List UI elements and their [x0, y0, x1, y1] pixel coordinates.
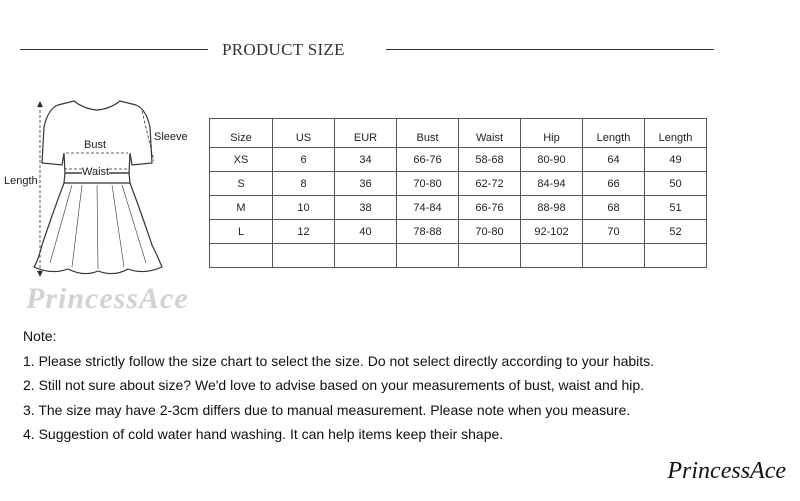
table-cell: 80-90	[521, 148, 583, 172]
table-header-cell: Length	[583, 119, 645, 148]
table-cell: 52	[645, 220, 707, 244]
table-row	[210, 244, 707, 268]
page-title: PRODUCT SIZE	[222, 40, 345, 59]
table-cell: 12	[273, 220, 335, 244]
table-header-cell: Bust	[397, 119, 459, 148]
brand-logo: PrincessAce	[667, 458, 786, 484]
table-cell: 50	[645, 172, 707, 196]
size-table	[209, 118, 707, 268]
note-item: 3. The size may have 2-3cm differs due to manual measurement. Please note when you measure.	[23, 401, 631, 418]
table-cell	[335, 244, 397, 268]
table-cell: 8	[273, 172, 335, 196]
table-cell	[521, 244, 583, 268]
note-item: 2. Still not sure about size? We'd love to advise based on your measurements of bust, waist and hip.	[23, 377, 645, 393]
table-cell: 70	[583, 220, 645, 244]
table-row	[210, 148, 707, 172]
table-cell	[210, 244, 273, 268]
table-cell: 66-76	[397, 148, 459, 172]
bust-label: Bust	[84, 139, 107, 151]
table-cell	[273, 244, 335, 268]
table-cell: L	[210, 220, 273, 244]
watermark: PrincessAce	[26, 282, 189, 315]
table-cell: S	[210, 172, 273, 196]
table-cell: 38	[335, 196, 397, 220]
table-cell: XS	[210, 148, 273, 172]
table-cell: 36	[335, 172, 397, 196]
header-line-left	[20, 49, 208, 50]
table-cell: 64	[583, 148, 645, 172]
notes-section	[23, 324, 654, 447]
table-cell: 88-98	[521, 196, 583, 220]
table-cell: 58-68	[459, 148, 521, 172]
table-cell	[459, 244, 521, 268]
table-cell	[397, 244, 459, 268]
table-header-cell: US	[273, 119, 335, 148]
header-line-right	[386, 49, 714, 50]
table-cell: 92-102	[521, 220, 583, 244]
table-row	[210, 220, 707, 244]
table-header-cell: Length	[645, 119, 707, 148]
table-cell: 78-88	[397, 220, 459, 244]
table-cell: 6	[273, 148, 335, 172]
dress-measurement-diagram	[4, 95, 212, 295]
table-cell: 62-72	[459, 172, 521, 196]
table-row	[210, 172, 707, 196]
table-row	[210, 196, 707, 220]
table-cell: 84-94	[521, 172, 583, 196]
table-cell: 34	[335, 148, 397, 172]
table-cell: 40	[335, 220, 397, 244]
table-cell: 70-80	[459, 220, 521, 244]
length-label: Length	[4, 175, 38, 187]
table-cell: 70-80	[397, 172, 459, 196]
table-header-cell: Waist	[459, 119, 521, 148]
table-header-cell: Size	[210, 119, 273, 148]
table-cell	[583, 244, 645, 268]
table-cell	[645, 244, 707, 268]
table-cell: 10	[273, 196, 335, 220]
table-header-cell: Hip	[521, 119, 583, 148]
table-header-cell: EUR	[335, 119, 397, 148]
table-cell: M	[210, 196, 273, 220]
table-cell: 66	[583, 172, 645, 196]
note-item: 1. Please strictly follow the size chart to select the size. Do not select directly according to your habits.	[23, 352, 655, 369]
table-header-row	[210, 119, 707, 148]
waist-label: Waist	[82, 166, 110, 178]
table-cell: 49	[645, 148, 707, 172]
table-cell: 51	[645, 196, 707, 220]
table-cell: 74-84	[397, 196, 459, 220]
notes-title: Note:	[23, 328, 57, 344]
table-cell: 68	[583, 196, 645, 220]
note-item: 4. Suggestion of cold water hand washing. It can help items keep their shape.	[23, 426, 504, 442]
sleeve-label: Sleeve	[154, 131, 188, 143]
table-cell: 66-76	[459, 196, 521, 220]
